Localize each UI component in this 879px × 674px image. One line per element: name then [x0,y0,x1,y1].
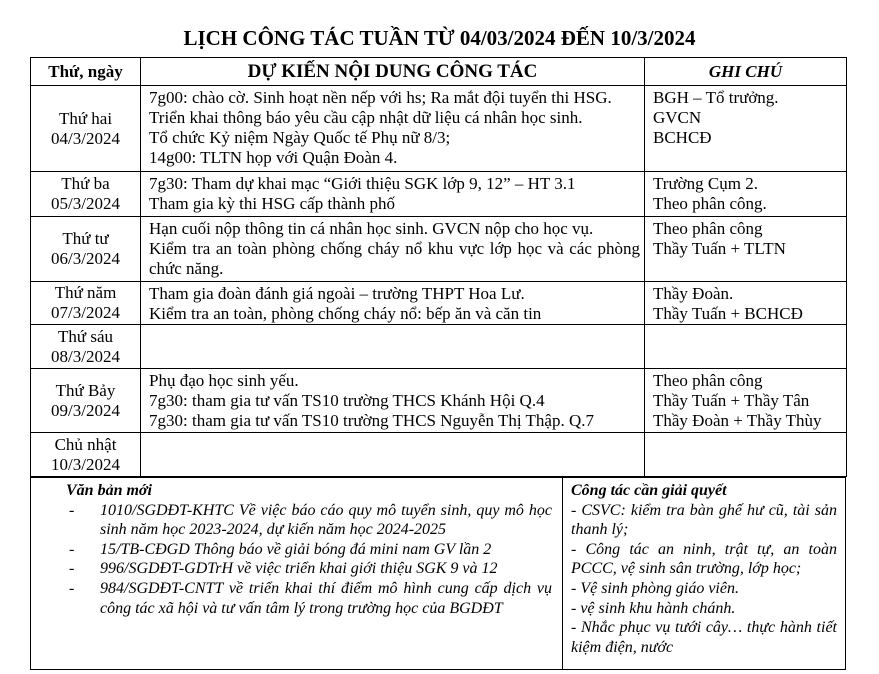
list-item [31,559,562,579]
content-cell [141,433,645,477]
list-item: - Vệ sinh phòng giáo viên. [571,579,739,597]
header-note: GHI CHÚ [645,58,847,86]
list-item: - vệ sinh khu hành chánh. [571,599,736,617]
pending-tasks-heading: Công tác cần giải quyết [571,482,727,499]
pending-tasks-list [563,501,845,658]
note-cell [645,282,847,325]
day-cell [31,217,141,282]
table-row [31,282,847,325]
note-line: Thầy Tuấn + BCHCĐ [653,304,803,323]
content-cell [141,217,645,282]
bullet: - [69,579,75,597]
table-row [31,172,847,217]
note-cell [645,217,847,282]
content-line: Triển khai thông báo yêu cầu cập nhật dữ liệu cá nhân học sinh. [149,108,583,127]
content-line: Hạn cuối nộp thông tin cá nhân học sinh. GVCN nộp cho học vụ. [149,219,594,238]
table-row [31,369,847,433]
day-cell [31,172,141,217]
content-line: Tổ chức Kỷ niệm Ngày Quốc tế Phụ nữ 8/3; [149,128,451,147]
new-documents-panel [31,478,563,669]
table-row [31,86,847,172]
day-date: 06/3/2024 [51,249,120,268]
document-text: 984/SGDĐT-CNTT về triển khai thí điểm mô hình cung cấp dịch vụ công tác xã hội và tư vấn tâm lý trong trường học của BGDĐT [100,579,552,617]
content-line: Phụ đạo học sinh yếu. [149,371,299,390]
table-row [31,217,847,282]
day-name: Thứ Bảy [55,380,116,400]
note-line: Theo phân công [653,371,763,390]
day-cell [31,433,141,477]
new-documents-list [31,501,562,619]
day-date: 08/3/2024 [51,346,120,366]
day-cell [31,86,141,172]
day-name: Thứ sáu [57,326,113,346]
note-cell [645,325,847,369]
bullet: - [69,501,75,519]
note-line: Thầy Tuấn + Thầy Tân [653,391,810,410]
note-line: Thầy Đoàn. [653,284,734,303]
content-cell [141,282,645,325]
note-cell [645,172,847,217]
day-name: Thứ hai [58,108,113,128]
bottom-section [30,477,846,670]
content-line: Kiểm tra an toàn, phòng chống cháy nổ: bếp ăn và căn tin [149,304,542,323]
day-date: 10/3/2024 [51,454,120,474]
day-cell [31,325,141,369]
note-line: Thầy Tuấn + TLTN [653,239,786,258]
bullet: - [69,540,75,558]
list-item [31,501,562,540]
day-name: Thứ ba [61,174,110,193]
note-cell [645,369,847,433]
content-line: 7g30: tham gia tư vấn TS10 trường THCS Nguyễn Thị Thập. Q.7 [149,411,595,430]
day-date: 07/3/2024 [51,303,120,322]
document-text: 15/TB-CĐGD Thông báo về giải bóng đá mini nam GV lần 2 [100,540,492,558]
list-item: - Công tác an ninh, trật tự, an toàn PCCC, vệ sinh sân trường, lớp học; [571,540,837,578]
pending-tasks-panel [563,478,845,669]
note-line: BGH – Tổ trưởng. [653,88,779,107]
document-text: 996/SGDĐT-GDTrH về việc triển khai giới thiệu SGK 9 và 12 [100,560,498,578]
content-line: 7g30: tham gia tư vấn TS10 trường THCS Khánh Hội Q.4 [149,391,545,410]
note-line: Theo phân công [653,219,763,238]
note-line: Theo phân công. [653,194,767,213]
content-cell [141,172,645,217]
page-title: LỊCH CÔNG TÁC TUẦN TỪ 04/03/2024 ĐẾN 10/3/2024 [183,26,696,50]
note-line: BCHCĐ [653,128,712,147]
content-cell [141,86,645,172]
content-cell [141,325,645,369]
note-cell [645,433,847,477]
day-cell [31,369,141,433]
note-line: Trường Cụm 2. [653,174,758,193]
note-line: Thầy Đoàn + Thầy Thùy [653,411,822,430]
table-row [31,433,847,477]
new-documents-heading: Văn bản mới [66,482,152,499]
day-date: 09/3/2024 [51,400,120,420]
header-content: DỰ KIẾN NỘI DUNG CÔNG TÁC [141,58,645,86]
content-line: Kiểm tra an toàn phòng chống cháy nổ khu vực lớp học và các phòng chức năng. [149,239,640,278]
day-cell [31,282,141,325]
content-line: Tham gia kỳ thi HSG cấp thành phố [149,194,395,213]
note-cell [645,86,847,172]
content-cell [141,369,645,433]
schedule-table [30,57,847,477]
list-item: - Nhắc phục vụ tưới cây… thực hành tiết kiệm điện, nước [571,619,837,656]
bullet: - [69,560,75,578]
content-line: 7g00: chào cờ. Sinh hoạt nền nếp với hs; Ra mắt đội tuyển thi HSG. [149,88,612,107]
day-name: Thứ năm [54,283,117,302]
list-item: - CSVC: kiểm tra bàn ghế hư cũ, tài sản thanh lý; [571,501,837,539]
list-item [31,540,562,560]
day-date: 04/3/2024 [51,128,120,148]
content-line: Tham gia đoàn đánh giá ngoài – trường THPT Hoa Lư. [149,284,525,303]
day-date: 05/3/2024 [51,194,120,213]
document-text: 1010/SGDĐT-KHTC Về việc báo cáo quy mô tuyển sinh, quy mô học sinh năm học 2023-2024, dự kiến năm học 2024-2025 [100,501,552,539]
content-line: 7g30: Tham dự khai mạc “Giới thiệu SGK lớp 9, 12” – HT 3.1 [149,174,576,193]
table-row [31,325,847,369]
content-line: 14g00: TLTN họp với Quận Đoàn 4. [149,148,398,167]
day-name: Chủ nhật [54,434,117,454]
day-name: Thứ tư [62,229,109,248]
header-row [31,58,847,86]
list-item [31,579,562,618]
note-line: GVCN [653,108,702,127]
header-day: Thứ, ngày [31,58,141,86]
